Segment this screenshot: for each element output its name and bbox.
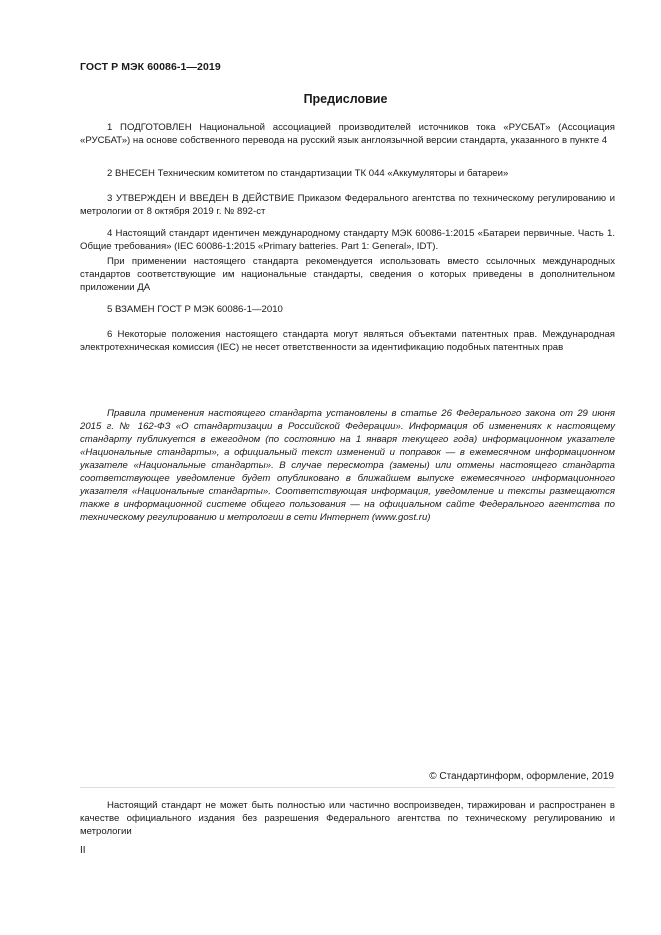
page-number: II bbox=[80, 845, 86, 856]
foreword-item-1: 1 ПОДГОТОВЛЕН Национальной ассоциацией производителей источников тока «РУСБАТ» (Ассоциация «РУСБАТ») на основе собственного перевода на русский язык англоязычной версии стандарта, указанного в пункте 4 bbox=[80, 122, 615, 146]
foreword-item-5: 5 ВЗАМЕН ГОСТ Р МЭК 60086-1—2010 bbox=[107, 304, 283, 315]
page-title: Предисловие bbox=[303, 92, 388, 106]
application-rules-notice: Правила применения настоящего стандарта установлены в статье 26 Федерального закона от 29 июня 2015 г. № 162-ФЗ «О стандартизации в Российской Федерации». Информация об изменениях к настоящему стандарту публикуется в ежегодном (по состоянию на 1 января текущего года) информационном указателе «Национальные стандарты», а официальный текст изменений и поправок — в ежемесячном информационном указателе «Национальные стандарты». В случае пересмотра (замены) или отмены настоящего стандарта соответствующее уведомление будет опубликовано в ближайшем выпуске ежемесячного информационного указателя «Национальные стандарты». Соответствующая информация, уведомление и тексты размещаются также в информационной системе общего пользования — на официальном сайте Федерального агентства по техническому регулированию и метрологии в сети Интернет (www.gost.ru) bbox=[80, 408, 615, 523]
standard-code-header: ГОСТ Р МЭК 60086-1—2019 bbox=[80, 61, 221, 73]
foreword-item-4-note: При применении настоящего стандарта рекомендуется использовать вместо ссылочных международных стандартов соответствующие им национальные стандарты, сведения о которых приведены в дополнительном приложении ДА bbox=[80, 256, 615, 293]
copyright-line: © Стандартинформ, оформление, 2019 bbox=[429, 771, 614, 782]
foreword-item-3: 3 УТВЕРЖДЕН И ВВЕДЕН В ДЕЙСТВИЕ Приказом Федерального агентства по техническому регулированию и метрологии от 8 октября 2019 г. № 892-ст bbox=[80, 193, 615, 217]
divider bbox=[80, 787, 615, 788]
reproduction-notice: Настоящий стандарт не может быть полностью или частично воспроизведен, тиражирован и распространен в качестве официального издания без разрешения Федерального агентства по техническому регулированию и метрологии bbox=[80, 800, 615, 837]
foreword-item-6: 6 Некоторые положения настоящего стандарта могут являться объектами патентных прав. Международная электротехническая комиссия (IEC) не несет ответственности за идентификацию подобных патентных прав bbox=[80, 329, 615, 353]
foreword-item-4: 4 Настоящий стандарт идентичен международному стандарту МЭК 60086-1:2015 «Батареи первичные. Часть 1. Общие требования» (IEC 60086-1:2015 «Primary batteries. Part 1: General», IDT). bbox=[80, 228, 615, 252]
foreword-item-2: 2 ВНЕСЕН Техническим комитетом по стандартизации ТК 044 «Аккумуляторы и батареи» bbox=[107, 168, 509, 179]
